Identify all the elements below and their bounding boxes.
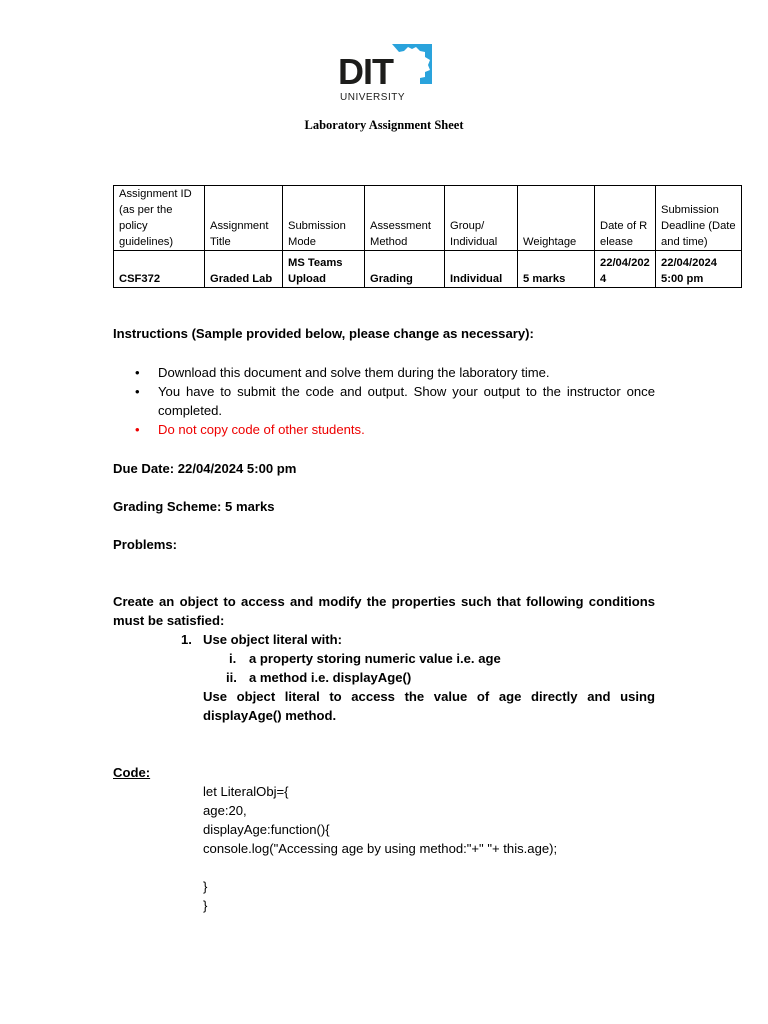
code-line: age:20, [203,803,247,818]
header-weightage: Weightage [518,186,595,251]
university-logo [338,44,432,104]
subitem-number: i. [229,651,237,666]
header-assessment-method: Assessment Method [365,186,445,251]
logo-subtext: UNIVERSITY [340,92,406,103]
item-note: Use object literal to access the value of age directly and using displayAge() method. [203,689,655,723]
header-submission-deadline: Submission Deadline (Date and time) [656,186,742,251]
instructions-list [113,363,655,439]
cell-group-individual: Individual [445,251,518,288]
cell-assignment-title: Graded Lab [205,251,283,288]
instruction-text: Do not copy code of other students. [158,422,365,437]
instruction-text: Download this document and solve them during the laboratory time. [158,365,550,380]
grading-scheme: Grading Scheme: 5 marks [113,499,275,514]
item-text: Use object literal with: [203,632,342,647]
table-header-row [114,186,742,251]
item-number: 1. [181,632,192,647]
bullet-icon: • [135,384,140,399]
assignment-table [113,185,742,288]
code-block [203,782,557,915]
header-assignment-id: Assignment ID (as per the policy guidelines) [114,186,205,251]
header-date-of-release: Date of Release [595,186,656,251]
list-item [135,420,655,439]
subitem-text: a property storing numeric value i.e. age [249,651,501,666]
code-line: displayAge:function(){ [203,822,330,837]
sheet-title: Laboratory Assignment Sheet [304,118,464,132]
problem-statement: Create an object to access and modify the properties such that following conditions must be satisfied: [113,594,655,628]
cell-date-of-release: 22/04/2024 [595,251,656,288]
subitem-text: a method i.e. displayAge() [249,670,412,685]
problems-heading: Problems: [113,537,178,552]
code-line: } [203,898,208,913]
code-line: let LiteralObj={ [203,784,289,799]
code-line: console.log("Accessing age by using method:"+" "+ this.age); [203,841,558,856]
instruction-text: You have to submit the code and output. Show your output to the instructor once completed. [158,384,655,418]
cell-weightage: 5 marks [518,251,595,288]
cell-submission-deadline: 22/04/2024 5:00 pm [656,251,742,288]
header-assignment-title: Assignment Title [205,186,283,251]
table-row [114,251,742,288]
header-group-individual: Group/ Individual [445,186,518,251]
header-submission-mode: Submission Mode [283,186,365,251]
subitem-number: ii. [226,670,237,685]
code-line: } [203,879,208,894]
list-item [135,382,655,420]
list-item [135,363,655,382]
bullet-icon: • [135,422,140,437]
code-line [203,858,557,877]
cell-submission-mode: MS Teams Upload [283,251,365,288]
cell-assignment-id: CSF372 [114,251,205,288]
logo-text: DIT [338,51,393,92]
gear-icon [392,44,432,84]
bullet-icon: • [135,365,140,380]
cell-assessment-method: Grading [365,251,445,288]
code-heading: Code: [113,765,151,780]
due-date: Due Date: 22/04/2024 5:00 pm [113,461,297,476]
instructions-heading: Instructions (Sample provided below, please change as necessary): [113,326,534,341]
